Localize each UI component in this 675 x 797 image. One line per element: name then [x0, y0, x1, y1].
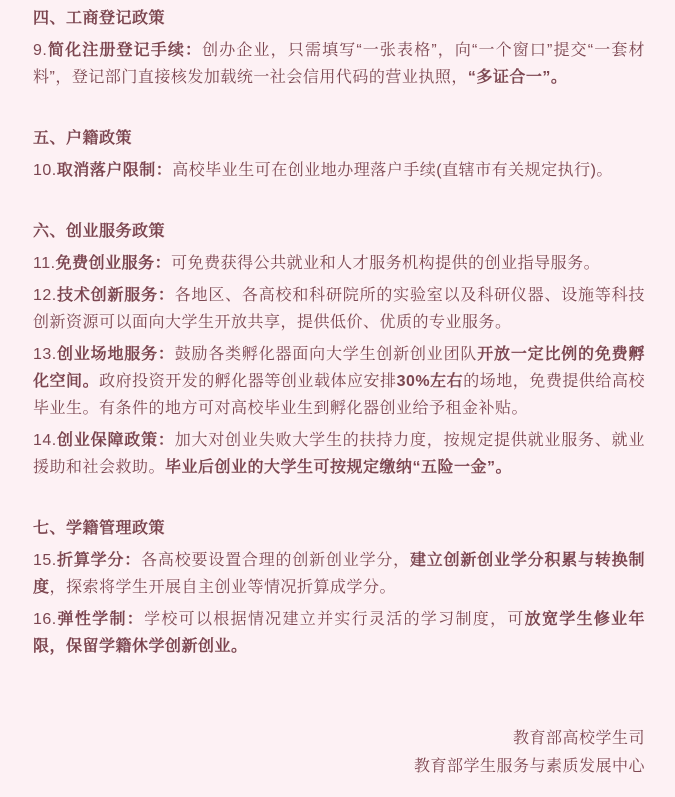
emphasis-text: 简化注册登记手续：	[47, 42, 203, 59]
signature-line: 教育部学生服务与素质发展中心	[413, 758, 645, 775]
body-text: 高校毕业生可在创业地办理落户手续(直辖市有关规定执行)。	[172, 162, 613, 179]
emphasis-text: 免费创业服务：	[55, 255, 172, 272]
emphasis-text: 创业场地服务：	[56, 346, 175, 363]
policy-section	[33, 218, 645, 481]
policy-paragraph	[33, 341, 645, 422]
emphasis-text: “多证合一”。	[467, 69, 568, 86]
section-heading: 六、创业服务政策	[33, 223, 166, 240]
section-heading: 四、工商登记政策	[33, 10, 166, 27]
policy-paragraph	[33, 606, 645, 660]
body-text: 政府投资开发的孵化器等创业载体应安排	[99, 373, 397, 390]
body-text: 15.	[33, 552, 57, 569]
policy-paragraph	[33, 157, 645, 184]
emphasis-text: 30%左右	[396, 373, 464, 390]
body-text: 鼓励各类孵化器面向大学生创新创业团队	[174, 346, 478, 363]
emphasis-text: 技术创新服务：	[56, 287, 175, 304]
policy-paragraph	[33, 547, 645, 601]
body-text: 9.	[33, 42, 48, 59]
policy-paragraph	[33, 250, 645, 277]
policy-section	[33, 5, 645, 91]
body-text: 14.	[33, 432, 57, 449]
body-text: 11.	[33, 255, 56, 272]
emphasis-text: 毕业后创业的大学生可按规定缴纳“五险一金”。	[165, 459, 513, 476]
policy-section	[33, 125, 645, 184]
emphasis-text: 开放一定比例的免费孵化空间。	[33, 346, 645, 390]
body-text: 的场地，免费提供给高校毕业生。有条件的地方可对高校毕业生到孵化器创业给予租金补贴。	[33, 373, 645, 417]
body-text: 可免费获得公共就业和人才服务机构提供的创业指导服务。	[171, 255, 601, 272]
signature-line: 教育部高校学生司	[512, 730, 645, 747]
sections-container	[33, 5, 645, 660]
body-text: 16.	[33, 611, 57, 628]
body-text: 13.	[33, 346, 57, 363]
emphasis-text: 建立创新创业学分积累与转换制度	[33, 552, 645, 596]
emphasis-text: 折算学分：	[56, 552, 142, 569]
policy-paragraph	[33, 37, 645, 91]
emphasis-text: 创业保障政策：	[56, 432, 175, 449]
body-text: 学校可以根据情况建立并实行灵活的学习制度，可	[144, 611, 525, 628]
body-text: 各地区、各高校和科研院所的实验室以及科研仪器、设施等科技创新资源可以面向大学生开放共享，提供低价、优质的专业服务。	[33, 287, 645, 331]
body-text: 各高校要设置合理的创新创业学分，	[141, 552, 410, 569]
signature-block	[33, 725, 645, 781]
emphasis-text: 弹性学制：	[56, 611, 145, 628]
policy-paragraph	[33, 427, 645, 481]
emphasis-text: 放宽学生修业年限，保留学籍休学创新创业。	[33, 611, 645, 655]
policy-section	[33, 515, 645, 660]
section-heading: 五、户籍政策	[33, 130, 133, 147]
body-text: 加大对创业失败大学生的扶持力度，按规定提供就业服务、就业援助和社会救助。	[33, 432, 645, 476]
body-text: ，探索将学生开展自主创业等情况折算成学分。	[49, 579, 397, 596]
section-heading: 七、学籍管理政策	[33, 520, 166, 537]
body-text: 10.	[33, 162, 57, 179]
body-text: 创办企业，只需填写“一张表格”，向“一个窗口”提交“一套材料”，登记部门直接核发加载统一社会信用代码的营业执照，	[33, 42, 645, 86]
policy-paragraph	[33, 282, 645, 336]
body-text: 12.	[33, 287, 57, 304]
emphasis-text: 取消落户限制：	[56, 162, 173, 179]
